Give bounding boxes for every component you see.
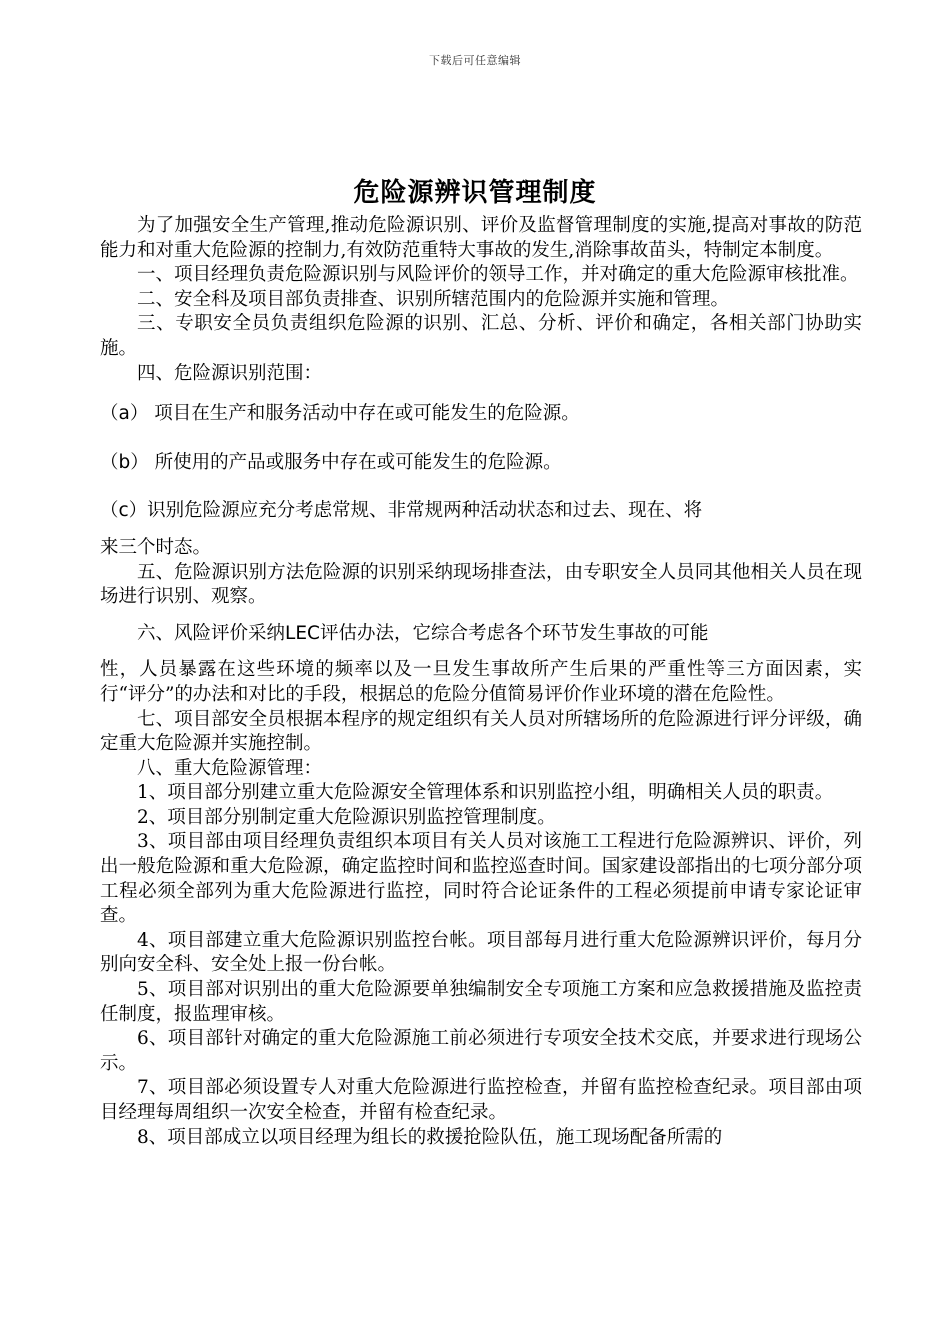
management-item-6: 6、项目部针对确定的重大危险源施工前必须进行专项安全技术交底，并要求进行现场公示。: [100, 1028, 862, 1074]
section-5-paragraph: 五、危险源识别方法危险源的识别采纳现场排查法，由专职安全人员同其他相关人员在现场进行识别、观察。: [100, 561, 862, 608]
section-2-paragraph: 二、安全科及项目部负责排查、识别所辖范围内的危险源并实施和管理。: [137, 288, 730, 310]
management-item-5: 5、项目部对识别出的重大危险源要单独编制安全专项施工方案和应急救援措施及监控责任制度，报监理审核。: [100, 979, 862, 1025]
scope-item-a: [100, 402, 862, 427]
section-6-lec: LEC: [285, 622, 320, 644]
page-header-note: 下载后可任意编辑: [429, 54, 521, 67]
scope-item-c: [100, 499, 862, 524]
intro-paragraph: 为了加强安全生产管理,推动危险源识别、评价及监督管理制度的实施,提高对事故的防范能力和对重大危险源的控制力,有效防范重特大事故的发生,消除事故苗头，特制定本制度。: [100, 215, 862, 261]
section-6-continued: 性，人员暴露在这些环境的频率以及一旦发生事故所产生后果的严重性等三方面因素，实行“评分”的办法和对比的手段，根据总的危险分值简易评价作业环境的潜在危险性。: [100, 659, 862, 705]
management-item-2: 2、项目部分别制定重大危险源识别监控管理制度。: [137, 806, 556, 828]
document-title: 危险源辨识管理制度: [353, 178, 597, 208]
section-7-paragraph: 七、项目部安全员根据本程序的规定组织有关人员对所辖场所的危险源进行评分评级，确定重大危险源并实施控制。: [100, 708, 862, 755]
management-item-3: 3、项目部由项目经理负责组织本项目有关人员对该施工工程进行危险源辨识、评价，列出一般危险源和重大危险源，确定监控时间和监控巡查时间。国家建设部指出的七项分部分项工程必须全部列为重大危险源进行监控，同时符合论证条件的工程必须提前申请专家论证审查。: [100, 831, 862, 927]
management-item-7: 7、项目部必须设置专人对重大危险源进行监控检查，并留有监控检查纪录。项目部由项目经理每周组织一次安全检查，并留有检查纪录。: [100, 1077, 862, 1123]
scope-item-a-text: 项目在生产和服务活动中存在或可能发生的危险源。: [154, 403, 580, 425]
scope-item-a-label: （a）: [100, 403, 149, 425]
scope-item-b: [100, 451, 862, 476]
scope-item-c-label: （c）: [100, 500, 148, 522]
section-6-pre: 六、风险评价采纳: [137, 622, 286, 644]
management-item-8: 8、项目部成立以项目经理为组长的救援抢险队伍，施工现场配备所需的: [137, 1126, 723, 1148]
management-item-1: 1、项目部分别建立重大危险源安全管理体系和识别监控小组，明确相关人员的职责。: [137, 782, 834, 804]
document-body: [100, 214, 862, 1150]
scope-item-c-text: 识别危险源应充分考虑常规、非常规两种活动状态和过去、现在、将: [147, 500, 703, 522]
section-6-first-line: [100, 622, 862, 647]
management-item-4: 4、项目部建立重大危险源识别监控台帐。项目部每月进行重大危险源辨识评价，每月分别向安全科、安全处上报一份台帐。: [100, 929, 862, 976]
scope-item-c-continued: 来三个时态。: [100, 536, 212, 558]
section-8-heading: 八、重大危险源管理：: [137, 757, 323, 779]
section-3-paragraph: 三、专职安全员负责组织危险源的识别、汇总、分析、评价和确定，各相关部门协助实施。: [100, 313, 862, 359]
section-6-post: 评估办法，它综合考虑各个环节发生事故的可能: [319, 622, 709, 644]
scope-item-b-label: （b）: [100, 451, 149, 473]
section-1-paragraph: 一、项目经理负责危险源识别与风险评价的领导工作，并对确定的重大危险源审核批准。: [137, 264, 859, 286]
section-4-heading: 四、危险源识别范围：: [137, 362, 323, 384]
scope-item-b-text: 所使用的产品或服务中存在或可能发生的危险源。: [154, 451, 562, 473]
